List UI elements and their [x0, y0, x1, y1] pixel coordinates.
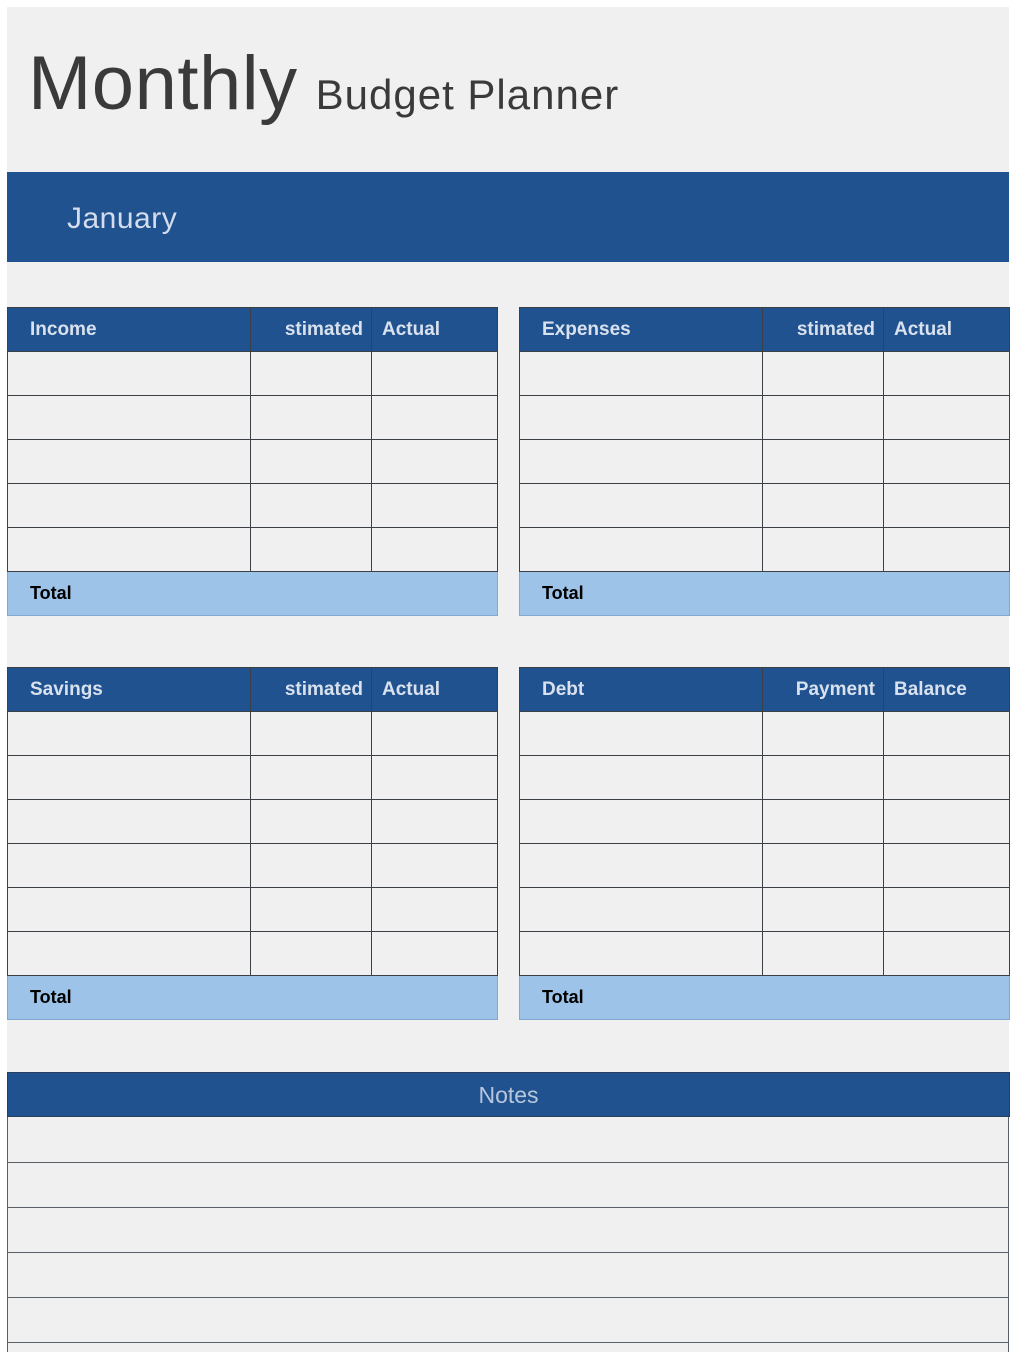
expenses-header-label: Expenses [520, 308, 763, 352]
savings-cell[interactable] [251, 800, 372, 844]
savings-cell[interactable] [372, 888, 498, 932]
income-header-row [8, 308, 498, 352]
expenses-cell[interactable] [763, 528, 884, 572]
table-row [520, 484, 1010, 528]
debt-cell[interactable] [763, 712, 884, 756]
income-cell[interactable] [8, 396, 251, 440]
title-sub: Budget Planner [315, 71, 620, 118]
income-cell[interactable] [8, 528, 251, 572]
title-main: Monthly [28, 41, 298, 126]
table-row [520, 800, 1010, 844]
table-row [520, 396, 1010, 440]
debt-cell[interactable] [763, 800, 884, 844]
income-cell[interactable] [372, 484, 498, 528]
expenses-total-row [520, 572, 1010, 616]
savings-table [7, 667, 498, 1020]
notes-line[interactable] [7, 1297, 1009, 1298]
table-row [8, 528, 498, 572]
savings-cell[interactable] [372, 932, 498, 976]
debt-cell[interactable] [520, 844, 763, 888]
savings-total-label: Total [8, 976, 498, 1020]
income-cell[interactable] [372, 528, 498, 572]
savings-cell[interactable] [372, 800, 498, 844]
expenses-total-label: Total [520, 572, 1010, 616]
page-title [28, 40, 619, 127]
table-row [520, 932, 1010, 976]
debt-cell[interactable] [884, 932, 1010, 976]
income-cell[interactable] [251, 484, 372, 528]
expenses-cell[interactable] [520, 484, 763, 528]
expenses-cell[interactable] [884, 396, 1010, 440]
expenses-cell[interactable] [520, 352, 763, 396]
income-header-estimated: stimated [251, 308, 372, 352]
debt-cell[interactable] [520, 712, 763, 756]
expenses-cell[interactable] [763, 396, 884, 440]
expenses-cell[interactable] [763, 440, 884, 484]
notes-border-left [7, 1117, 8, 1352]
savings-cell[interactable] [8, 756, 251, 800]
savings-cell[interactable] [251, 712, 372, 756]
savings-cell[interactable] [372, 844, 498, 888]
expenses-cell[interactable] [884, 484, 1010, 528]
expenses-cell[interactable] [884, 528, 1010, 572]
month-banner [7, 172, 1009, 262]
savings-cell[interactable] [251, 932, 372, 976]
debt-cell[interactable] [520, 888, 763, 932]
savings-cell[interactable] [251, 888, 372, 932]
table-row [520, 528, 1010, 572]
expenses-cell[interactable] [763, 352, 884, 396]
savings-header-actual: Actual [372, 668, 498, 712]
table-row [8, 800, 498, 844]
table-row [8, 888, 498, 932]
table-row [520, 352, 1010, 396]
income-cell[interactable] [372, 440, 498, 484]
table-row [520, 712, 1010, 756]
month-label: January [67, 202, 178, 235]
debt-cell[interactable] [884, 844, 1010, 888]
income-cell[interactable] [251, 440, 372, 484]
expenses-table [519, 307, 1010, 616]
notes-header: Notes [7, 1072, 1010, 1117]
income-cell[interactable] [372, 396, 498, 440]
debt-header-payment: Payment [763, 668, 884, 712]
table-row [8, 440, 498, 484]
debt-cell[interactable] [763, 756, 884, 800]
table-row [8, 756, 498, 800]
expenses-cell[interactable] [520, 396, 763, 440]
table-row [520, 440, 1010, 484]
expenses-cell[interactable] [763, 484, 884, 528]
savings-header-row [8, 668, 498, 712]
debt-cell[interactable] [520, 800, 763, 844]
income-header-label: Income [8, 308, 251, 352]
debt-total-label: Total [520, 976, 1010, 1020]
savings-cell[interactable] [8, 800, 251, 844]
table-row [520, 756, 1010, 800]
table-row [8, 712, 498, 756]
savings-header-label: Savings [8, 668, 251, 712]
income-cell[interactable] [251, 528, 372, 572]
savings-cell[interactable] [8, 888, 251, 932]
income-cell[interactable] [372, 352, 498, 396]
income-total-row [8, 572, 498, 616]
notes-line[interactable] [7, 1342, 1009, 1343]
income-total-label: Total [8, 572, 498, 616]
income-table [7, 307, 498, 616]
debt-header-row [520, 668, 1010, 712]
debt-cell[interactable] [884, 888, 1010, 932]
debt-cell[interactable] [884, 800, 1010, 844]
savings-cell[interactable] [372, 712, 498, 756]
debt-cell[interactable] [520, 932, 763, 976]
debt-cell[interactable] [520, 756, 763, 800]
notes-border-right [1008, 1117, 1009, 1352]
table-row [8, 352, 498, 396]
notes-line[interactable] [7, 1252, 1009, 1253]
expenses-header-row [520, 308, 1010, 352]
debt-cell[interactable] [884, 756, 1010, 800]
debt-header-balance: Balance [884, 668, 1010, 712]
debt-table [519, 667, 1010, 1020]
savings-cell[interactable] [251, 756, 372, 800]
debt-cell[interactable] [763, 932, 884, 976]
income-cell[interactable] [8, 484, 251, 528]
expenses-cell[interactable] [884, 352, 1010, 396]
debt-cell[interactable] [884, 712, 1010, 756]
table-row [520, 844, 1010, 888]
income-cell[interactable] [251, 396, 372, 440]
table-row [8, 396, 498, 440]
savings-cell[interactable] [8, 712, 251, 756]
debt-total-row [520, 976, 1010, 1020]
notes-line[interactable] [7, 1162, 1009, 1163]
savings-header-estimated: stimated [251, 668, 372, 712]
expenses-cell[interactable] [520, 440, 763, 484]
expenses-header-estimated: stimated [763, 308, 884, 352]
table-row [520, 888, 1010, 932]
debt-cell[interactable] [763, 888, 884, 932]
income-cell[interactable] [251, 352, 372, 396]
savings-cell[interactable] [8, 844, 251, 888]
savings-cell[interactable] [8, 932, 251, 976]
income-header-actual: Actual [372, 308, 498, 352]
table-row [8, 844, 498, 888]
notes-line[interactable] [7, 1207, 1009, 1208]
expenses-header-actual: Actual [884, 308, 1010, 352]
expenses-cell[interactable] [520, 528, 763, 572]
income-cell[interactable] [8, 440, 251, 484]
income-cell[interactable] [8, 352, 251, 396]
debt-cell[interactable] [763, 844, 884, 888]
savings-total-row [8, 976, 498, 1020]
table-row [8, 932, 498, 976]
debt-header-label: Debt [520, 668, 763, 712]
expenses-cell[interactable] [884, 440, 1010, 484]
savings-cell[interactable] [372, 756, 498, 800]
savings-cell[interactable] [251, 844, 372, 888]
table-row [8, 484, 498, 528]
